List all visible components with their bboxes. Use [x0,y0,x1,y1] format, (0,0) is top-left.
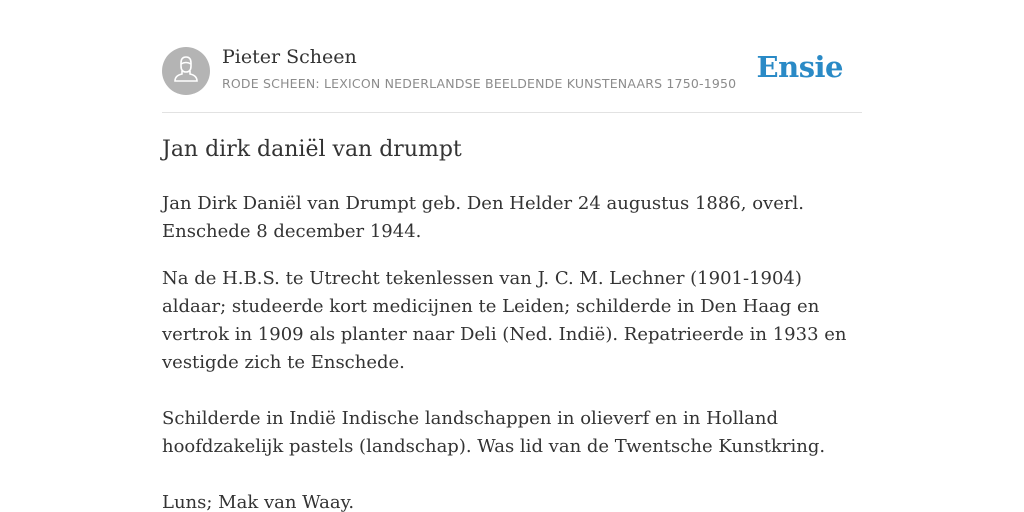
author-avatar[interactable] [162,47,210,95]
article-body [162,190,862,512]
article-paragraph: Schilderde in Indië Indische landschappen in olieverf en in Holland hoofdzakelijk pastels (landschap). Was lid van de Twentsche Kunstkring. [162,408,826,457]
article-title: Jan dirk daniël van drumpt [162,137,462,162]
source-title[interactable]: RODE SCHEEN: LEXICON NEDERLANDSE BEELDENDE KUNSTENAARS 1750-1950 [222,76,737,91]
article-paragraph: Jan Dirk Daniël van Drumpt geb. Den Helder 24 augustus 1886, overl. Enschede 8 december 1944. [162,193,804,242]
article-header [162,0,862,113]
author-name[interactable]: Pieter Scheen [222,46,357,68]
ensie-logo[interactable]: Ensie [756,50,843,84]
article-paragraph: Na de H.B.S. te Utrecht tekenlessen van J. C. M. Lechner (1901-1904) aldaar; studeerde kort medicijnen te Leiden; schilderde in Den Haag en vertrok in 1909 als planter naar Deli (Ned. Indië). Repatrieerde in 1933 en vestigde zich te Enschede. [162,268,847,373]
article-container [162,0,862,512]
article-references: Luns; Mak van Waay. [162,492,355,512]
user-icon [172,54,200,88]
